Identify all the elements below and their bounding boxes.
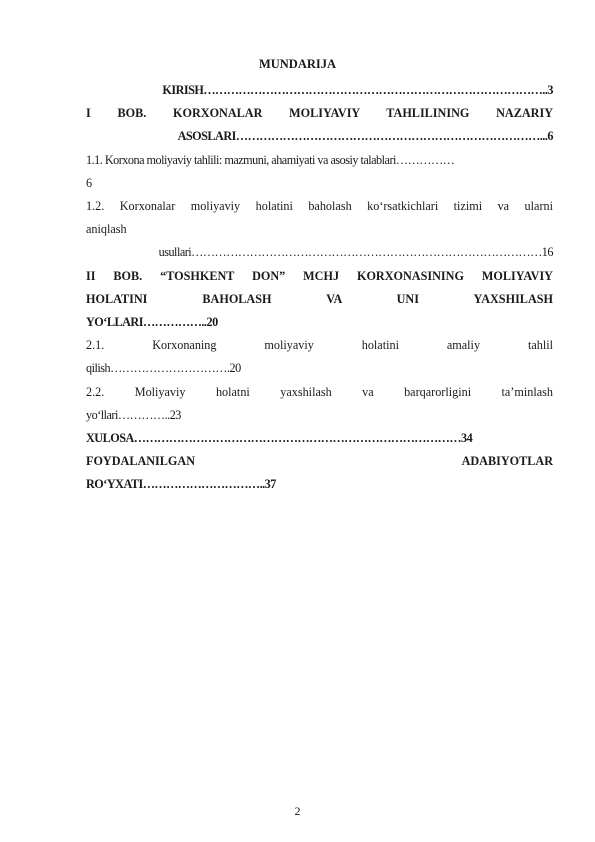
table-of-contents	[86, 79, 553, 497]
toc-entry-section-1-2-page: usullari………………………………………………………………………………16	[158, 245, 553, 260]
toc-entry-chapter-2-title-cont: HOLATINI BAHOLASH VA UNI YAXSHILASH	[86, 291, 553, 306]
toc-heading: MUNDARIJA	[258, 57, 337, 71]
toc-entry-chapter-1-page: ASOSLARI……………………………………………………………………...6	[177, 129, 553, 144]
toc-entry-kirish: KIRISH……………………………………………………………………………..3	[162, 83, 553, 97]
toc-entry-section-2-2-page: yo‘llari…………..23	[86, 407, 181, 422]
toc-entry-chapter-2-title: II BOB. “TOSHKENT DON” MCHJ KORXONASINING MOLIYAVIY	[86, 268, 553, 283]
toc-entry-section-1-1-page: 6	[86, 175, 93, 190]
toc-entry-xulosa: XULOSA…………………………………………………………………………34	[86, 431, 473, 446]
toc-entry-section-1-1: 1.1. Korxona moliyaviy tahlili: mazmuni, ahamiyati va asosiy talablari……………	[86, 152, 455, 167]
toc-entry-chapter-1-title: I BOB. KORXONALAR MOLIYAVIY TAHLILINING NAZARIY	[86, 106, 553, 121]
toc-entry-references-page: RO‘YXATI…………………………..37	[86, 477, 276, 492]
toc-entry-section-1-2-cont: aniqlash	[86, 222, 127, 237]
toc-entry-chapter-2-page: YO‘LLARI……………..20	[86, 315, 218, 330]
toc-entry-section-2-2: 2.2. Moliyaviy holatni yaxshilash va barqarorligini ta’minlash	[86, 384, 553, 399]
toc-entry-references-title: FOYDALANILGAN ADABIYOTLAR	[86, 454, 553, 469]
toc-entry-section-2-1-page: qilish………………………….20	[86, 361, 241, 376]
page-number: 2	[294, 804, 301, 818]
toc-entry-section-2-1: 2.1. Korxonaning moliyaviy holatini amaliy tahlil	[86, 338, 553, 353]
toc-entry-section-1-2: 1.2. Korxonalar moliyaviy holatini baholash ko‘rsatkichlari tizimi va ularni	[86, 199, 553, 214]
